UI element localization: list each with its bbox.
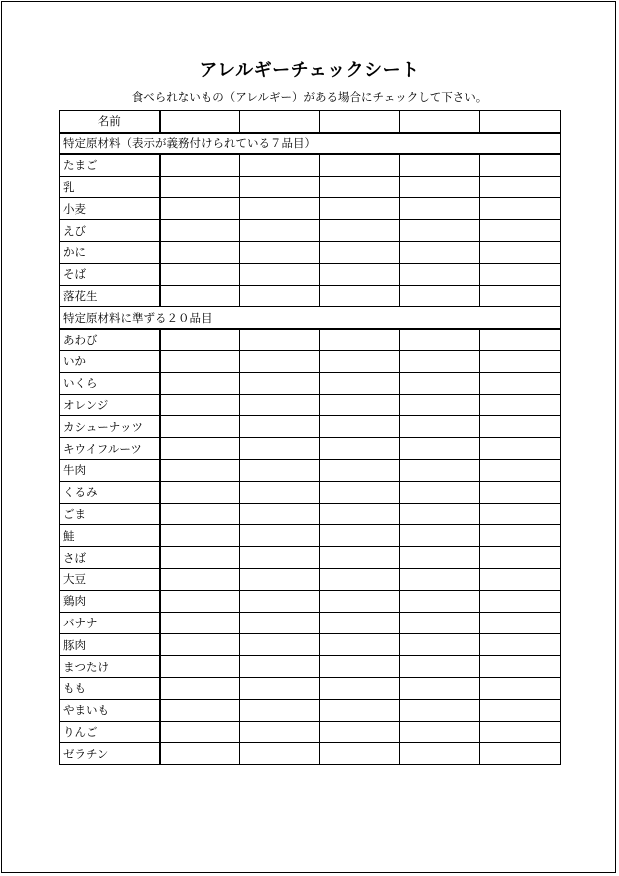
check-cell[interactable] bbox=[400, 656, 480, 678]
instruction-text: 食べられないもの（アレルギー）がある場合にチェックして下さい。 bbox=[131, 90, 488, 104]
allergen-label: くるみ bbox=[60, 481, 160, 503]
check-cell[interactable] bbox=[160, 263, 240, 285]
name-field[interactable] bbox=[160, 111, 240, 133]
check-cell[interactable] bbox=[320, 176, 400, 198]
check-cell[interactable] bbox=[400, 525, 480, 547]
check-cell[interactable] bbox=[240, 656, 320, 678]
allergen-row bbox=[60, 656, 561, 678]
check-cell[interactable] bbox=[320, 372, 400, 394]
check-cell[interactable] bbox=[400, 568, 480, 590]
check-cell[interactable] bbox=[480, 220, 561, 242]
allergen-label: 鶏肉 bbox=[60, 590, 160, 612]
check-cell[interactable] bbox=[400, 263, 480, 285]
check-cell[interactable] bbox=[320, 743, 400, 765]
check-cell[interactable] bbox=[240, 263, 320, 285]
allergen-row bbox=[60, 568, 561, 590]
allergen-row bbox=[60, 459, 561, 481]
check-cell[interactable] bbox=[240, 241, 320, 263]
check-cell[interactable] bbox=[160, 525, 240, 547]
check-cell[interactable] bbox=[320, 568, 400, 590]
check-cell[interactable] bbox=[480, 372, 561, 394]
name-field[interactable] bbox=[240, 111, 320, 133]
section-heading: 特定原材料（表示が義務付けられている７品目） bbox=[60, 133, 561, 155]
check-cell[interactable] bbox=[320, 198, 400, 220]
check-cell[interactable] bbox=[160, 241, 240, 263]
allergen-label: 乳 bbox=[60, 176, 160, 198]
check-cell[interactable] bbox=[240, 285, 320, 307]
section-header-row bbox=[60, 133, 561, 155]
allergen-label: いか bbox=[60, 350, 160, 372]
check-cell[interactable] bbox=[400, 438, 480, 460]
allergen-label: あわび bbox=[60, 329, 160, 351]
allergen-row bbox=[60, 547, 561, 569]
check-cell[interactable] bbox=[160, 176, 240, 198]
check-cell[interactable] bbox=[480, 416, 561, 438]
check-cell[interactable] bbox=[240, 634, 320, 656]
check-cell[interactable] bbox=[240, 677, 320, 699]
allergen-label: カシューナッツ bbox=[60, 416, 160, 438]
check-cell[interactable] bbox=[320, 634, 400, 656]
check-cell[interactable] bbox=[240, 154, 320, 176]
check-cell[interactable] bbox=[480, 699, 561, 721]
check-cell[interactable] bbox=[400, 743, 480, 765]
allergen-label: 豚肉 bbox=[60, 634, 160, 656]
allergen-label: かに bbox=[60, 241, 160, 263]
check-cell[interactable] bbox=[240, 612, 320, 634]
check-cell[interactable] bbox=[240, 721, 320, 743]
check-cell[interactable] bbox=[160, 438, 240, 460]
check-cell[interactable] bbox=[160, 198, 240, 220]
check-cell[interactable] bbox=[400, 590, 480, 612]
allergen-row bbox=[60, 634, 561, 656]
check-cell[interactable] bbox=[480, 568, 561, 590]
check-cell[interactable] bbox=[160, 677, 240, 699]
check-cell[interactable] bbox=[480, 394, 561, 416]
check-cell[interactable] bbox=[160, 612, 240, 634]
check-cell[interactable] bbox=[160, 568, 240, 590]
allergen-label: 小麦 bbox=[60, 198, 160, 220]
check-cell[interactable] bbox=[480, 176, 561, 198]
check-cell[interactable] bbox=[480, 350, 561, 372]
allergen-row bbox=[60, 394, 561, 416]
check-cell[interactable] bbox=[240, 394, 320, 416]
allergen-row bbox=[60, 285, 561, 307]
allergen-row bbox=[60, 677, 561, 699]
name-field[interactable] bbox=[320, 111, 400, 133]
check-cell[interactable] bbox=[400, 154, 480, 176]
check-cell[interactable] bbox=[480, 285, 561, 307]
check-cell[interactable] bbox=[240, 699, 320, 721]
check-cell[interactable] bbox=[320, 590, 400, 612]
allergen-label: えび bbox=[60, 220, 160, 242]
check-cell[interactable] bbox=[320, 459, 400, 481]
check-cell[interactable] bbox=[480, 612, 561, 634]
name-row bbox=[60, 111, 561, 133]
check-cell[interactable] bbox=[320, 503, 400, 525]
check-cell[interactable] bbox=[480, 743, 561, 765]
check-cell[interactable] bbox=[320, 699, 400, 721]
check-cell[interactable] bbox=[320, 220, 400, 242]
check-cell[interactable] bbox=[160, 590, 240, 612]
check-cell[interactable] bbox=[160, 329, 240, 351]
check-cell[interactable] bbox=[160, 634, 240, 656]
check-cell[interactable] bbox=[320, 285, 400, 307]
check-cell[interactable] bbox=[480, 590, 561, 612]
check-cell[interactable] bbox=[480, 329, 561, 351]
check-cell[interactable] bbox=[240, 459, 320, 481]
check-cell[interactable] bbox=[160, 656, 240, 678]
check-cell[interactable] bbox=[240, 350, 320, 372]
allergen-row bbox=[60, 350, 561, 372]
allergen-row bbox=[60, 481, 561, 503]
check-cell[interactable] bbox=[480, 263, 561, 285]
allergen-label: りんご bbox=[60, 721, 160, 743]
allergen-label: まつたけ bbox=[60, 656, 160, 678]
allergen-label: ゼラチン bbox=[60, 743, 160, 765]
allergen-row bbox=[60, 590, 561, 612]
check-cell[interactable] bbox=[320, 329, 400, 351]
check-cell[interactable] bbox=[160, 285, 240, 307]
check-cell[interactable] bbox=[240, 568, 320, 590]
check-cell[interactable] bbox=[480, 634, 561, 656]
allergen-label: やまいも bbox=[60, 699, 160, 721]
allergen-label: いくら bbox=[60, 372, 160, 394]
check-cell[interactable] bbox=[480, 481, 561, 503]
allergen-label: 鮭 bbox=[60, 525, 160, 547]
allergen-label: 落花生 bbox=[60, 285, 160, 307]
check-cell[interactable] bbox=[320, 241, 400, 263]
check-cell[interactable] bbox=[400, 198, 480, 220]
check-cell[interactable] bbox=[400, 547, 480, 569]
check-cell[interactable] bbox=[160, 459, 240, 481]
check-cell[interactable] bbox=[480, 721, 561, 743]
check-cell[interactable] bbox=[480, 547, 561, 569]
check-cell[interactable] bbox=[160, 503, 240, 525]
check-cell[interactable] bbox=[400, 699, 480, 721]
check-cell[interactable] bbox=[320, 612, 400, 634]
check-cell[interactable] bbox=[480, 198, 561, 220]
name-field[interactable] bbox=[480, 111, 561, 133]
check-cell[interactable] bbox=[480, 459, 561, 481]
check-cell[interactable] bbox=[160, 547, 240, 569]
check-cell[interactable] bbox=[400, 176, 480, 198]
check-cell[interactable] bbox=[240, 176, 320, 198]
check-cell[interactable] bbox=[240, 438, 320, 460]
section-heading: 特定原材料に準ずる２０品目 bbox=[60, 307, 561, 329]
check-cell[interactable] bbox=[400, 285, 480, 307]
check-cell[interactable] bbox=[320, 263, 400, 285]
check-cell[interactable] bbox=[240, 481, 320, 503]
check-cell[interactable] bbox=[320, 394, 400, 416]
allergen-row bbox=[60, 372, 561, 394]
check-cell[interactable] bbox=[320, 416, 400, 438]
allergen-row bbox=[60, 438, 561, 460]
check-cell[interactable] bbox=[240, 590, 320, 612]
check-cell[interactable] bbox=[400, 481, 480, 503]
check-cell[interactable] bbox=[400, 459, 480, 481]
allergen-row bbox=[60, 176, 561, 198]
check-cell[interactable] bbox=[480, 503, 561, 525]
name-field[interactable] bbox=[400, 111, 480, 133]
check-cell[interactable] bbox=[400, 677, 480, 699]
check-cell[interactable] bbox=[240, 198, 320, 220]
check-cell[interactable] bbox=[480, 525, 561, 547]
check-cell[interactable] bbox=[160, 154, 240, 176]
check-cell[interactable] bbox=[320, 677, 400, 699]
check-cell[interactable] bbox=[240, 743, 320, 765]
check-cell[interactable] bbox=[480, 241, 561, 263]
allergen-row bbox=[60, 503, 561, 525]
check-cell[interactable] bbox=[240, 547, 320, 569]
allergen-row bbox=[60, 329, 561, 351]
check-cell[interactable] bbox=[400, 350, 480, 372]
check-cell[interactable] bbox=[320, 350, 400, 372]
check-cell[interactable] bbox=[240, 372, 320, 394]
check-cell[interactable] bbox=[160, 699, 240, 721]
check-cell[interactable] bbox=[320, 656, 400, 678]
check-cell[interactable] bbox=[400, 394, 480, 416]
allergen-row bbox=[60, 198, 561, 220]
allergen-label: バナナ bbox=[60, 612, 160, 634]
allergen-row bbox=[60, 743, 561, 765]
page-title: アレルギーチェックシート bbox=[199, 60, 420, 81]
check-cell[interactable] bbox=[400, 634, 480, 656]
allergen-label: たまご bbox=[60, 154, 160, 176]
check-cell[interactable] bbox=[320, 525, 400, 547]
check-cell[interactable] bbox=[480, 438, 561, 460]
check-cell[interactable] bbox=[480, 656, 561, 678]
allergen-row bbox=[60, 525, 561, 547]
check-cell[interactable] bbox=[400, 416, 480, 438]
allergen-label: 牛肉 bbox=[60, 459, 160, 481]
check-cell[interactable] bbox=[400, 612, 480, 634]
allergen-label: オレンジ bbox=[60, 394, 160, 416]
check-cell[interactable] bbox=[400, 721, 480, 743]
check-cell[interactable] bbox=[400, 503, 480, 525]
allergen-row bbox=[60, 416, 561, 438]
name-label: 名前 bbox=[60, 111, 160, 133]
check-cell[interactable] bbox=[400, 329, 480, 351]
allergen-label: さば bbox=[60, 547, 160, 569]
check-cell[interactable] bbox=[240, 220, 320, 242]
check-cell[interactable] bbox=[400, 372, 480, 394]
allergen-row bbox=[60, 699, 561, 721]
check-cell[interactable] bbox=[160, 481, 240, 503]
check-cell[interactable] bbox=[240, 416, 320, 438]
check-cell[interactable] bbox=[240, 329, 320, 351]
check-cell[interactable] bbox=[400, 220, 480, 242]
check-cell[interactable] bbox=[320, 547, 400, 569]
allergen-label: 大豆 bbox=[60, 568, 160, 590]
check-cell[interactable] bbox=[160, 416, 240, 438]
allergen-row bbox=[60, 220, 561, 242]
check-cell[interactable] bbox=[400, 241, 480, 263]
allergy-check-table bbox=[59, 110, 561, 765]
allergen-label: ごま bbox=[60, 503, 160, 525]
allergen-label: キウイフルーツ bbox=[60, 438, 160, 460]
allergen-label: そば bbox=[60, 263, 160, 285]
check-cell[interactable] bbox=[160, 743, 240, 765]
allergen-label: もも bbox=[60, 677, 160, 699]
check-cell[interactable] bbox=[320, 438, 400, 460]
allergen-row bbox=[60, 612, 561, 634]
check-cell[interactable] bbox=[160, 372, 240, 394]
check-cell[interactable] bbox=[160, 220, 240, 242]
section-header-row bbox=[60, 307, 561, 329]
check-cell[interactable] bbox=[480, 677, 561, 699]
check-cell[interactable] bbox=[320, 154, 400, 176]
allergen-row bbox=[60, 241, 561, 263]
check-cell[interactable] bbox=[240, 525, 320, 547]
allergen-row bbox=[60, 154, 561, 176]
check-cell[interactable] bbox=[320, 481, 400, 503]
check-cell[interactable] bbox=[160, 350, 240, 372]
check-cell[interactable] bbox=[160, 721, 240, 743]
check-cell[interactable] bbox=[480, 154, 561, 176]
check-cell[interactable] bbox=[240, 503, 320, 525]
check-cell[interactable] bbox=[320, 721, 400, 743]
allergen-row bbox=[60, 263, 561, 285]
allergen-row bbox=[60, 721, 561, 743]
check-cell[interactable] bbox=[160, 394, 240, 416]
